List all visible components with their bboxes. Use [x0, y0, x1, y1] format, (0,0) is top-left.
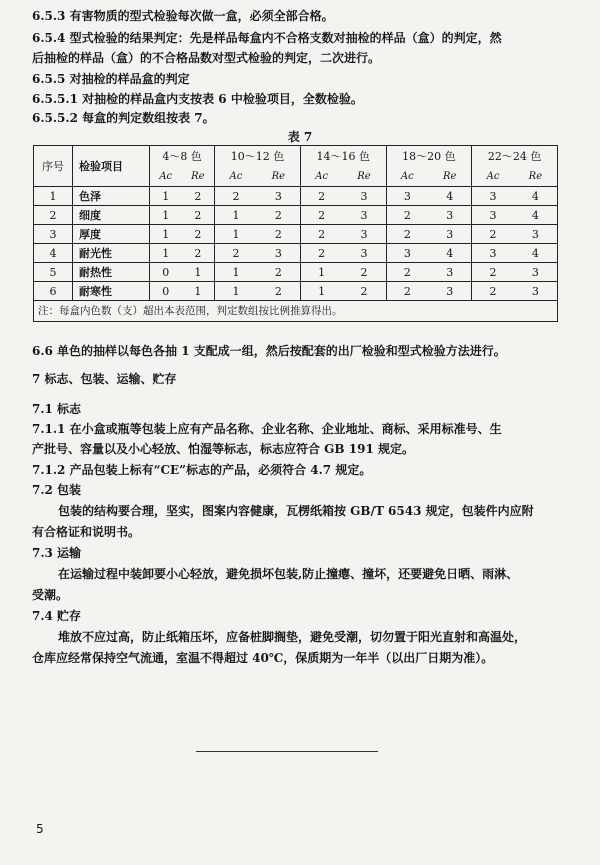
cell-re: 3 [428, 206, 472, 225]
clause-7-2-line1: 包装的结构要合理，坚实，图案内容健康，瓦楞纸箱按 GB/T 6543 规定，包装件内应附 [58, 504, 534, 518]
section-7-2-heading: 7.2 包装 [32, 483, 82, 497]
cell-ac: 0 [150, 282, 182, 301]
cell-re: 2 [257, 282, 301, 301]
cell-ac: 1 [215, 225, 257, 244]
cell-re: 2 [342, 282, 386, 301]
header-seq: 序号 [34, 146, 73, 187]
cell-ac: 1 [215, 263, 257, 282]
subheader-ac: Ac [150, 166, 182, 187]
cell-ac: 1 [150, 206, 182, 225]
cell-ac: 2 [300, 187, 342, 206]
row-item: 耐寒性 [73, 282, 150, 301]
clause-7-1-1-line1: 7.1.1 在小盒或瓶等包装上应有产品名称、企业名称、企业地址、商标、采用标准号、生 [32, 422, 502, 436]
judgement-table [33, 145, 558, 322]
cell-re: 3 [514, 263, 558, 282]
cell-ac: 1 [215, 206, 257, 225]
cell-ac: 0 [150, 263, 182, 282]
cell-re: 4 [428, 187, 472, 206]
header-group-3: 14～16 色 [300, 146, 386, 167]
cell-re: 4 [514, 187, 558, 206]
cell-ac: 3 [472, 206, 514, 225]
cell-re: 2 [257, 263, 301, 282]
clause-7-4-line2: 仓库应经常保持空气流通，室温不得超过 40℃，保质期为一年半（以出厂日期为准）。 [32, 651, 494, 665]
subheader-ac: Ac [472, 166, 514, 187]
clause-6-5-5: 6.5.5 对抽检的样品盒的判定 [32, 72, 190, 86]
cell-ac: 2 [386, 282, 428, 301]
clause-7-1-1-line2: 产批号、容量以及小心轻放、怕湿等标志，标志应符合 GB 191 规定。 [32, 442, 414, 456]
cell-re: 4 [428, 244, 472, 263]
table-row [34, 187, 558, 206]
table-row [34, 263, 558, 282]
cell-re: 3 [257, 244, 301, 263]
cell-ac: 2 [472, 225, 514, 244]
header-group-1: 4～8 色 [150, 146, 215, 167]
cell-re: 3 [342, 187, 386, 206]
row-seq: 3 [34, 225, 73, 244]
cell-ac: 2 [215, 187, 257, 206]
cell-re: 3 [257, 187, 301, 206]
cell-ac: 2 [386, 206, 428, 225]
subheader-ac: Ac [300, 166, 342, 187]
table-note: 注：每盒内色数（支）超出本表范围，判定数组按比例推算得出。 [34, 301, 558, 322]
cell-ac: 2 [472, 263, 514, 282]
cell-ac: 2 [386, 225, 428, 244]
header-item: 检验项目 [73, 146, 150, 187]
subheader-re: Re [342, 166, 386, 187]
cell-ac: 3 [472, 244, 514, 263]
cell-ac: 2 [215, 244, 257, 263]
clause-6-5-5-2: 6.5.5.2 每盒的判定数组按表 7。 [32, 111, 215, 125]
cell-ac: 2 [300, 225, 342, 244]
cell-re: 4 [514, 244, 558, 263]
cell-re: 2 [182, 206, 215, 225]
row-item: 色泽 [73, 187, 150, 206]
clause-6-5-4-line2: 后抽检的样品（盒）的不合格品数对型式检验的判定，二次进行。 [32, 51, 381, 65]
row-item: 厚度 [73, 225, 150, 244]
clause-7-1-2: 7.1.2 产品包装上标有“CE”标志的产品，必须符合 4.7 规定。 [32, 463, 372, 477]
header-group-2: 10～12 色 [215, 146, 301, 167]
header-group-5: 22～24 色 [472, 146, 558, 167]
cell-ac: 1 [150, 225, 182, 244]
cell-re: 2 [257, 225, 301, 244]
cell-re: 2 [257, 206, 301, 225]
cell-re: 3 [514, 282, 558, 301]
section-7-1-heading: 7.1 标志 [32, 402, 82, 416]
cell-re: 3 [428, 282, 472, 301]
cell-re: 3 [514, 225, 558, 244]
cell-ac: 3 [472, 187, 514, 206]
section-7-3-heading: 7.3 运输 [32, 546, 82, 560]
clause-6-5-3: 6.5.3 有害物质的型式检验每次做一盒，必须全部合格。 [32, 9, 334, 23]
cell-ac: 2 [386, 263, 428, 282]
row-seq: 1 [34, 187, 73, 206]
footer-divider [196, 751, 378, 752]
cell-re: 2 [182, 225, 215, 244]
cell-ac: 2 [300, 244, 342, 263]
clause-6-5-5-1: 6.5.5.1 对抽检的样品盒内支按表 6 中检验项目，全数检验。 [32, 92, 363, 106]
cell-re: 3 [342, 244, 386, 263]
cell-ac: 3 [386, 187, 428, 206]
cell-re: 2 [342, 263, 386, 282]
table-row [34, 244, 558, 263]
subheader-re: Re [182, 166, 215, 187]
subheader-ac: Ac [215, 166, 257, 187]
cell-re: 3 [342, 225, 386, 244]
table-row [34, 225, 558, 244]
clause-7-2-line2: 有合格证和说明书。 [32, 525, 141, 539]
table-row [34, 282, 558, 301]
table-note-row [34, 301, 558, 322]
cell-ac: 3 [386, 244, 428, 263]
cell-ac: 1 [150, 187, 182, 206]
table-header-row [34, 146, 558, 167]
row-item: 耐光性 [73, 244, 150, 263]
cell-re: 1 [182, 282, 215, 301]
clause-6-5-4-line1: 6.5.4 型式检验的结果判定：先是样品每盒内不合格支数对抽检的样品（盒）的判定，然 [32, 31, 502, 45]
section-7-4-heading: 7.4 贮存 [32, 609, 82, 623]
row-seq: 6 [34, 282, 73, 301]
cell-re: 3 [342, 206, 386, 225]
section-7-heading: 7 标志、包装、运输、贮存 [32, 372, 177, 386]
clause-7-4-line1: 堆放不应过高，防止纸箱压坏，应备桩脚搁垫，避免受潮，切勿置于阳光直射和高温处， [58, 630, 527, 644]
cell-ac: 1 [215, 282, 257, 301]
cell-ac: 1 [300, 282, 342, 301]
table-row [34, 206, 558, 225]
clause-7-3-line2: 受潮。 [32, 588, 69, 602]
row-seq: 2 [34, 206, 73, 225]
subheader-re: Re [428, 166, 472, 187]
subheader-ac: Ac [386, 166, 428, 187]
row-item: 耐热性 [73, 263, 150, 282]
cell-ac: 2 [472, 282, 514, 301]
table-caption: 表 7 [287, 130, 313, 144]
cell-re: 2 [182, 187, 215, 206]
clause-7-3-line1: 在运输过程中装卸要小心轻放，避免损坏包装,防止撞瘪、撞坏，还要避免日晒、雨淋、 [58, 567, 519, 581]
subheader-re: Re [514, 166, 558, 187]
cell-ac: 1 [150, 244, 182, 263]
row-seq: 5 [34, 263, 73, 282]
cell-re: 3 [428, 263, 472, 282]
cell-ac: 2 [300, 206, 342, 225]
row-item: 细度 [73, 206, 150, 225]
clause-6-6: 6.6 单色的抽样以每色各抽 1 支配成一组，然后按配套的出厂检验和型式检验方法进行。 [32, 344, 506, 358]
cell-re: 4 [514, 206, 558, 225]
cell-re: 1 [182, 263, 215, 282]
cell-ac: 1 [300, 263, 342, 282]
cell-re: 3 [428, 225, 472, 244]
subheader-re: Re [257, 166, 301, 187]
header-group-4: 18～20 色 [386, 146, 472, 167]
row-seq: 4 [34, 244, 73, 263]
page-number: 5 [36, 822, 44, 836]
cell-re: 2 [182, 244, 215, 263]
